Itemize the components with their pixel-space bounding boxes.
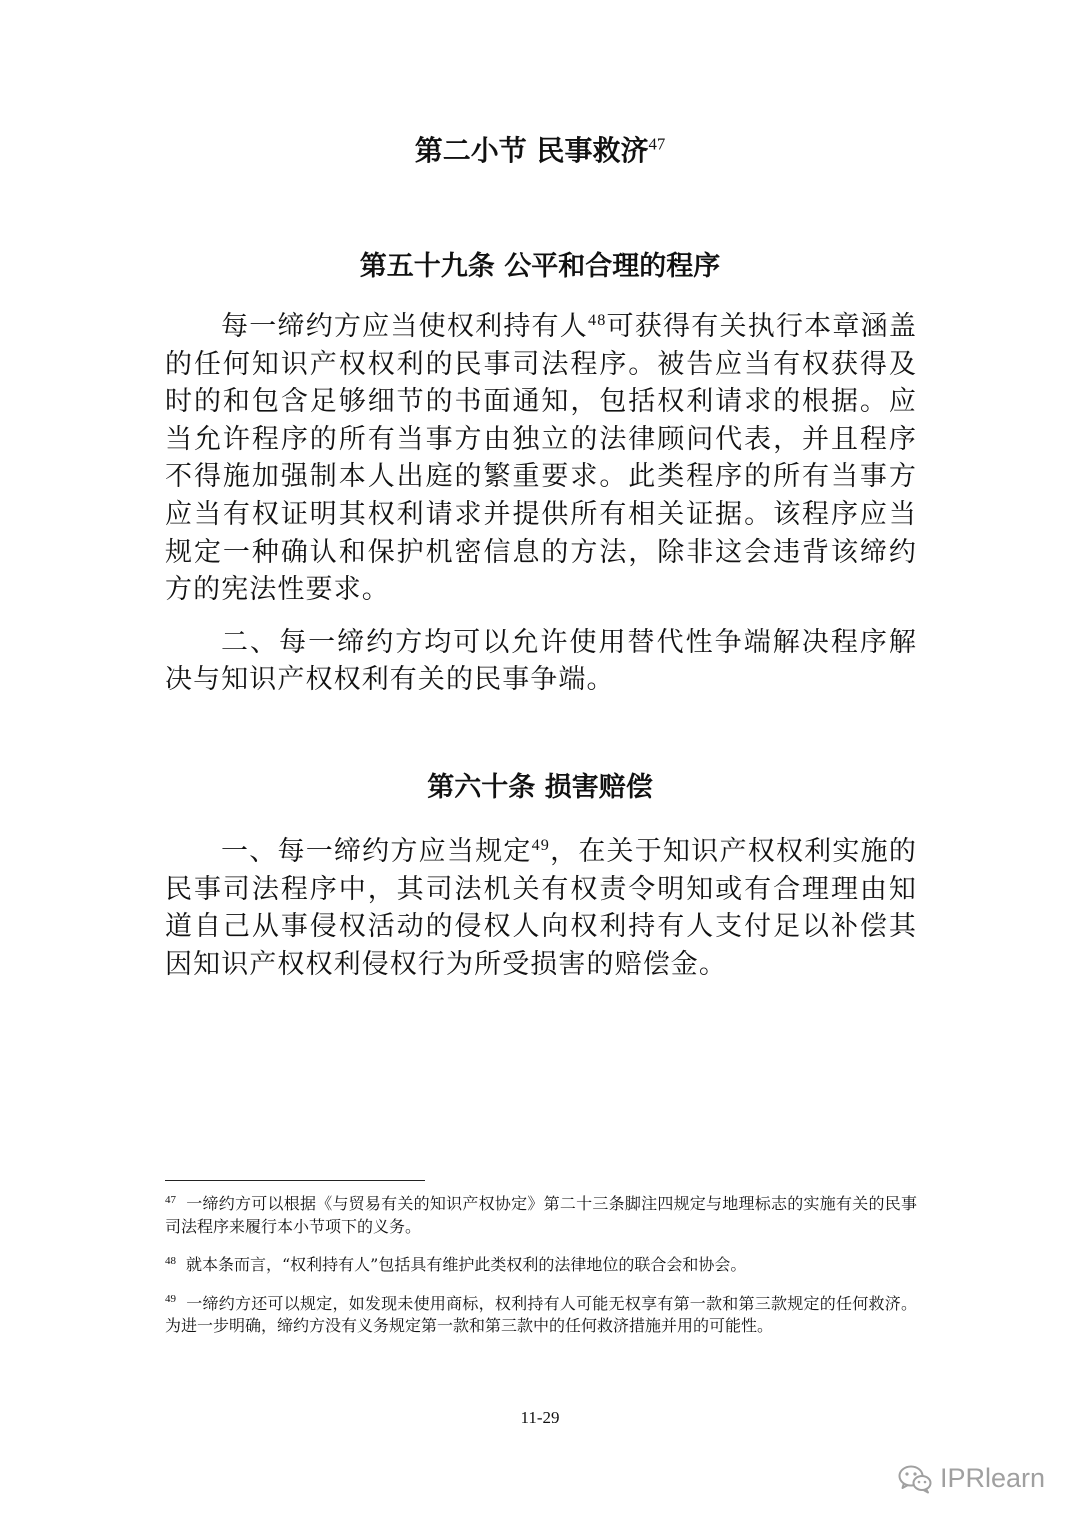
page-number: 11-29	[520, 1408, 560, 1427]
article-60-title: 第六十条 损害赔偿	[427, 772, 653, 803]
footnote-number: 47	[165, 1193, 176, 1206]
footnote-number: 49	[165, 1293, 176, 1306]
article-60-paragraph-1	[165, 833, 917, 983]
footnote-text: 就本条而言，“权利持有人”包括具有维护此类权利的法律地位的联合会和协会。	[186, 1255, 747, 1274]
watermark-text: IPRlearn	[939, 1463, 1045, 1493]
footnote-ref-47[interactable]: 47	[648, 134, 666, 154]
footnote-text: 一缔约方还可以规定，如发现未使用商标，权利持有人可能无权享有第一款和第三款规定的任何救济。为进一步明确，缔约方没有义务规定第一款和第三款中的任何救济措施并用的可能性。	[165, 1293, 917, 1335]
article-59-p1-text-a: 每一缔约方应当使权利持有人	[221, 311, 589, 342]
article-59-body	[165, 308, 917, 699]
footnote-47	[165, 1193, 917, 1238]
footnote-ref-48[interactable]: 48	[588, 311, 607, 329]
article-59-paragraph-1	[165, 308, 917, 609]
footnote-49	[165, 1293, 917, 1338]
watermark	[898, 1463, 1045, 1494]
article-60-p1-text-a: 一、每一缔约方应当规定	[221, 836, 532, 867]
footnote-48	[165, 1254, 917, 1277]
footnote-number: 48	[165, 1254, 176, 1267]
footnote-text: 一缔约方可以根据《与贸易有关的知识产权协定》第二十三条脚注四规定与地理标志的实施有关的民事司法程序来履行本小节项下的义务。	[165, 1194, 917, 1236]
article-60-p1-text-b: ，在关于知识产权权利实施的民事司法程序中，其司法机关有权责令明知或有合理理由知道自己从事侵权活动的侵权人向权利持有人支付足以补偿其因知识产权权利侵权行为所受损害的赔偿金。	[165, 836, 917, 980]
article-59-p1-text-b: 可获得有关执行本章涵盖的任何知识产权权利的民事司法程序。被告应当有权获得及时的和包含足够细节的书面通知，包括权利请求的根据。应当允许程序的所有当事方由独立的法律顾问代表，并且程序不得施加强制本人出庭的繁重要求。此类程序的所有当事方应当有权证明其权利请求并提供所有相关证据。该程序应当规定一种确认和保护机密信息的方法，除非这会违背该缔约方的宪法性要求。	[165, 311, 917, 606]
article-59-paragraph-2: 二、每一缔约方均可以允许使用替代性争端解决程序解决与知识产权权利有关的民事争端。	[165, 626, 917, 696]
footnote-ref-49[interactable]: 49	[531, 836, 550, 854]
wechat-icon	[898, 1464, 932, 1494]
footnotes	[165, 1193, 917, 1338]
section-title-text: 第二小节 民事救济	[414, 134, 649, 167]
footnote-separator	[165, 1180, 425, 1181]
section-title	[0, 133, 1080, 169]
article-59-title: 第五十九条 公平和合理的程序	[359, 251, 721, 282]
article-60-body	[165, 833, 917, 983]
